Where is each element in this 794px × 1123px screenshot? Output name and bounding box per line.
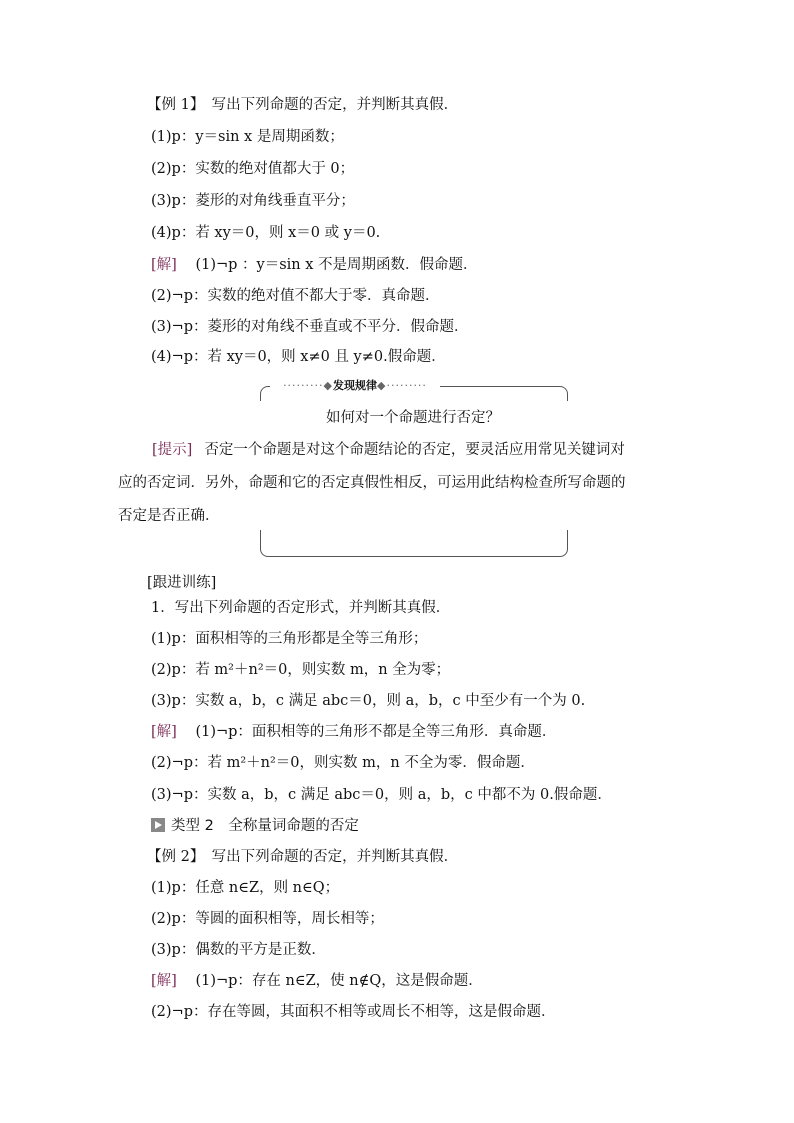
hint-tag: [提示] (152, 442, 193, 458)
discovery-question: 如何对一个命题进行否定？ (326, 410, 500, 426)
practice-question: 1．写出下列命题的否定形式，并判断其真假． (151, 600, 451, 616)
practice-item-2: (2)p：若 m²＋n²＝0，则实数 m，n 全为零； (151, 662, 451, 678)
example2-solution-2: (2)¬p：存在等圆，其面积不相等或周长不相等，这是假命题． (151, 1004, 556, 1020)
type2-heading (151, 816, 359, 836)
discovery-hint (118, 434, 678, 533)
discovery-label (270, 378, 440, 394)
discovery-label-text: 发现规律 (333, 379, 377, 392)
hint-line-1 (118, 434, 678, 467)
dots-left: ·········◆ (283, 379, 333, 392)
example1-header: 【例 1】 写出下列命题的否定，并判断其真假． (147, 97, 459, 113)
example1-item-2: (2)p：实数的绝对值都大于 0； (151, 161, 355, 177)
example2-item-3: (3)p：偶数的平方是正数． (151, 942, 326, 958)
example1-item-3: (3)p：菱形的对角线垂直平分； (151, 193, 355, 209)
example1-solution-4: (4)¬p：若 xy＝0，则 x≠0 且 y≠0.假命题． (151, 349, 446, 365)
hint-line-2: 应的否定词．另外，命题和它的否定真假性相反，可运用此结构检查所写命题的 (118, 475, 626, 491)
example1-solution-3: (3)¬p：菱形的对角线不垂直或不平分．假命题． (151, 319, 469, 335)
practice-item-1: (1)p：面积相等的三角形都是全等三角形； (151, 631, 428, 647)
solution-tag: [解] (151, 973, 177, 989)
solution-tag: [解] (151, 724, 177, 740)
hint-line-1-text: 否定一个命题是对这个命题结论的否定，要灵活应用常见关键词对 (204, 442, 625, 458)
practice-item-3: (3)p：实数 a，b，c 满足 abc＝0，则 a，b，c 中至少有一个为 0. (151, 693, 586, 709)
solution-text: (1)¬p：面积相等的三角形不都是全等三角形．真命题． (195, 724, 557, 740)
example1-solution-2: (2)¬p：实数的绝对值不都大于零．真命题． (151, 288, 440, 304)
practice-title: [跟进训练] (147, 575, 217, 591)
solution-tag: [解] (151, 257, 177, 273)
dots-right: ◆········· (377, 379, 427, 392)
practice-solution-1 (151, 722, 556, 742)
type2-heading-text: 类型 2 全称量词命题的否定 (171, 818, 359, 834)
practice-solution-2: (2)¬p：若 m²＋n²＝0，则实数 m，n 不全为零．假命题． (151, 755, 535, 771)
play-triangle-icon (151, 818, 165, 832)
example2-item-1: (1)p：任意 n∈Z，则 n∈Q； (151, 880, 340, 896)
solution-text: (1)¬p：存在 n∈Z，使 n∉Q，这是假命题． (195, 973, 483, 989)
example1-solution-1 (151, 255, 478, 275)
practice-solution-3: (3)¬p：实数 a，b，c 满足 abc＝0，则 a，b，c 中都不为 0.假命题． (151, 787, 612, 803)
example2-solution-1 (151, 971, 483, 991)
example2-item-2: (2)p：等圆的面积相等，周长相等； (151, 911, 384, 927)
example2-header: 【例 2】 写出下列命题的否定，并判断其真假． (147, 849, 459, 865)
example1-item-4: (4)p：若 xy＝0，则 x＝0 或 y＝0. (151, 225, 381, 241)
example1-item-1: (1)p：y＝sin x 是周期函数； (151, 129, 344, 145)
discovery-box-bottom (260, 530, 568, 557)
solution-text: (1)¬p ：y＝sin x 不是周期函数．假命题． (195, 257, 478, 273)
hint-line-3: 否定是否正确． (118, 508, 220, 524)
